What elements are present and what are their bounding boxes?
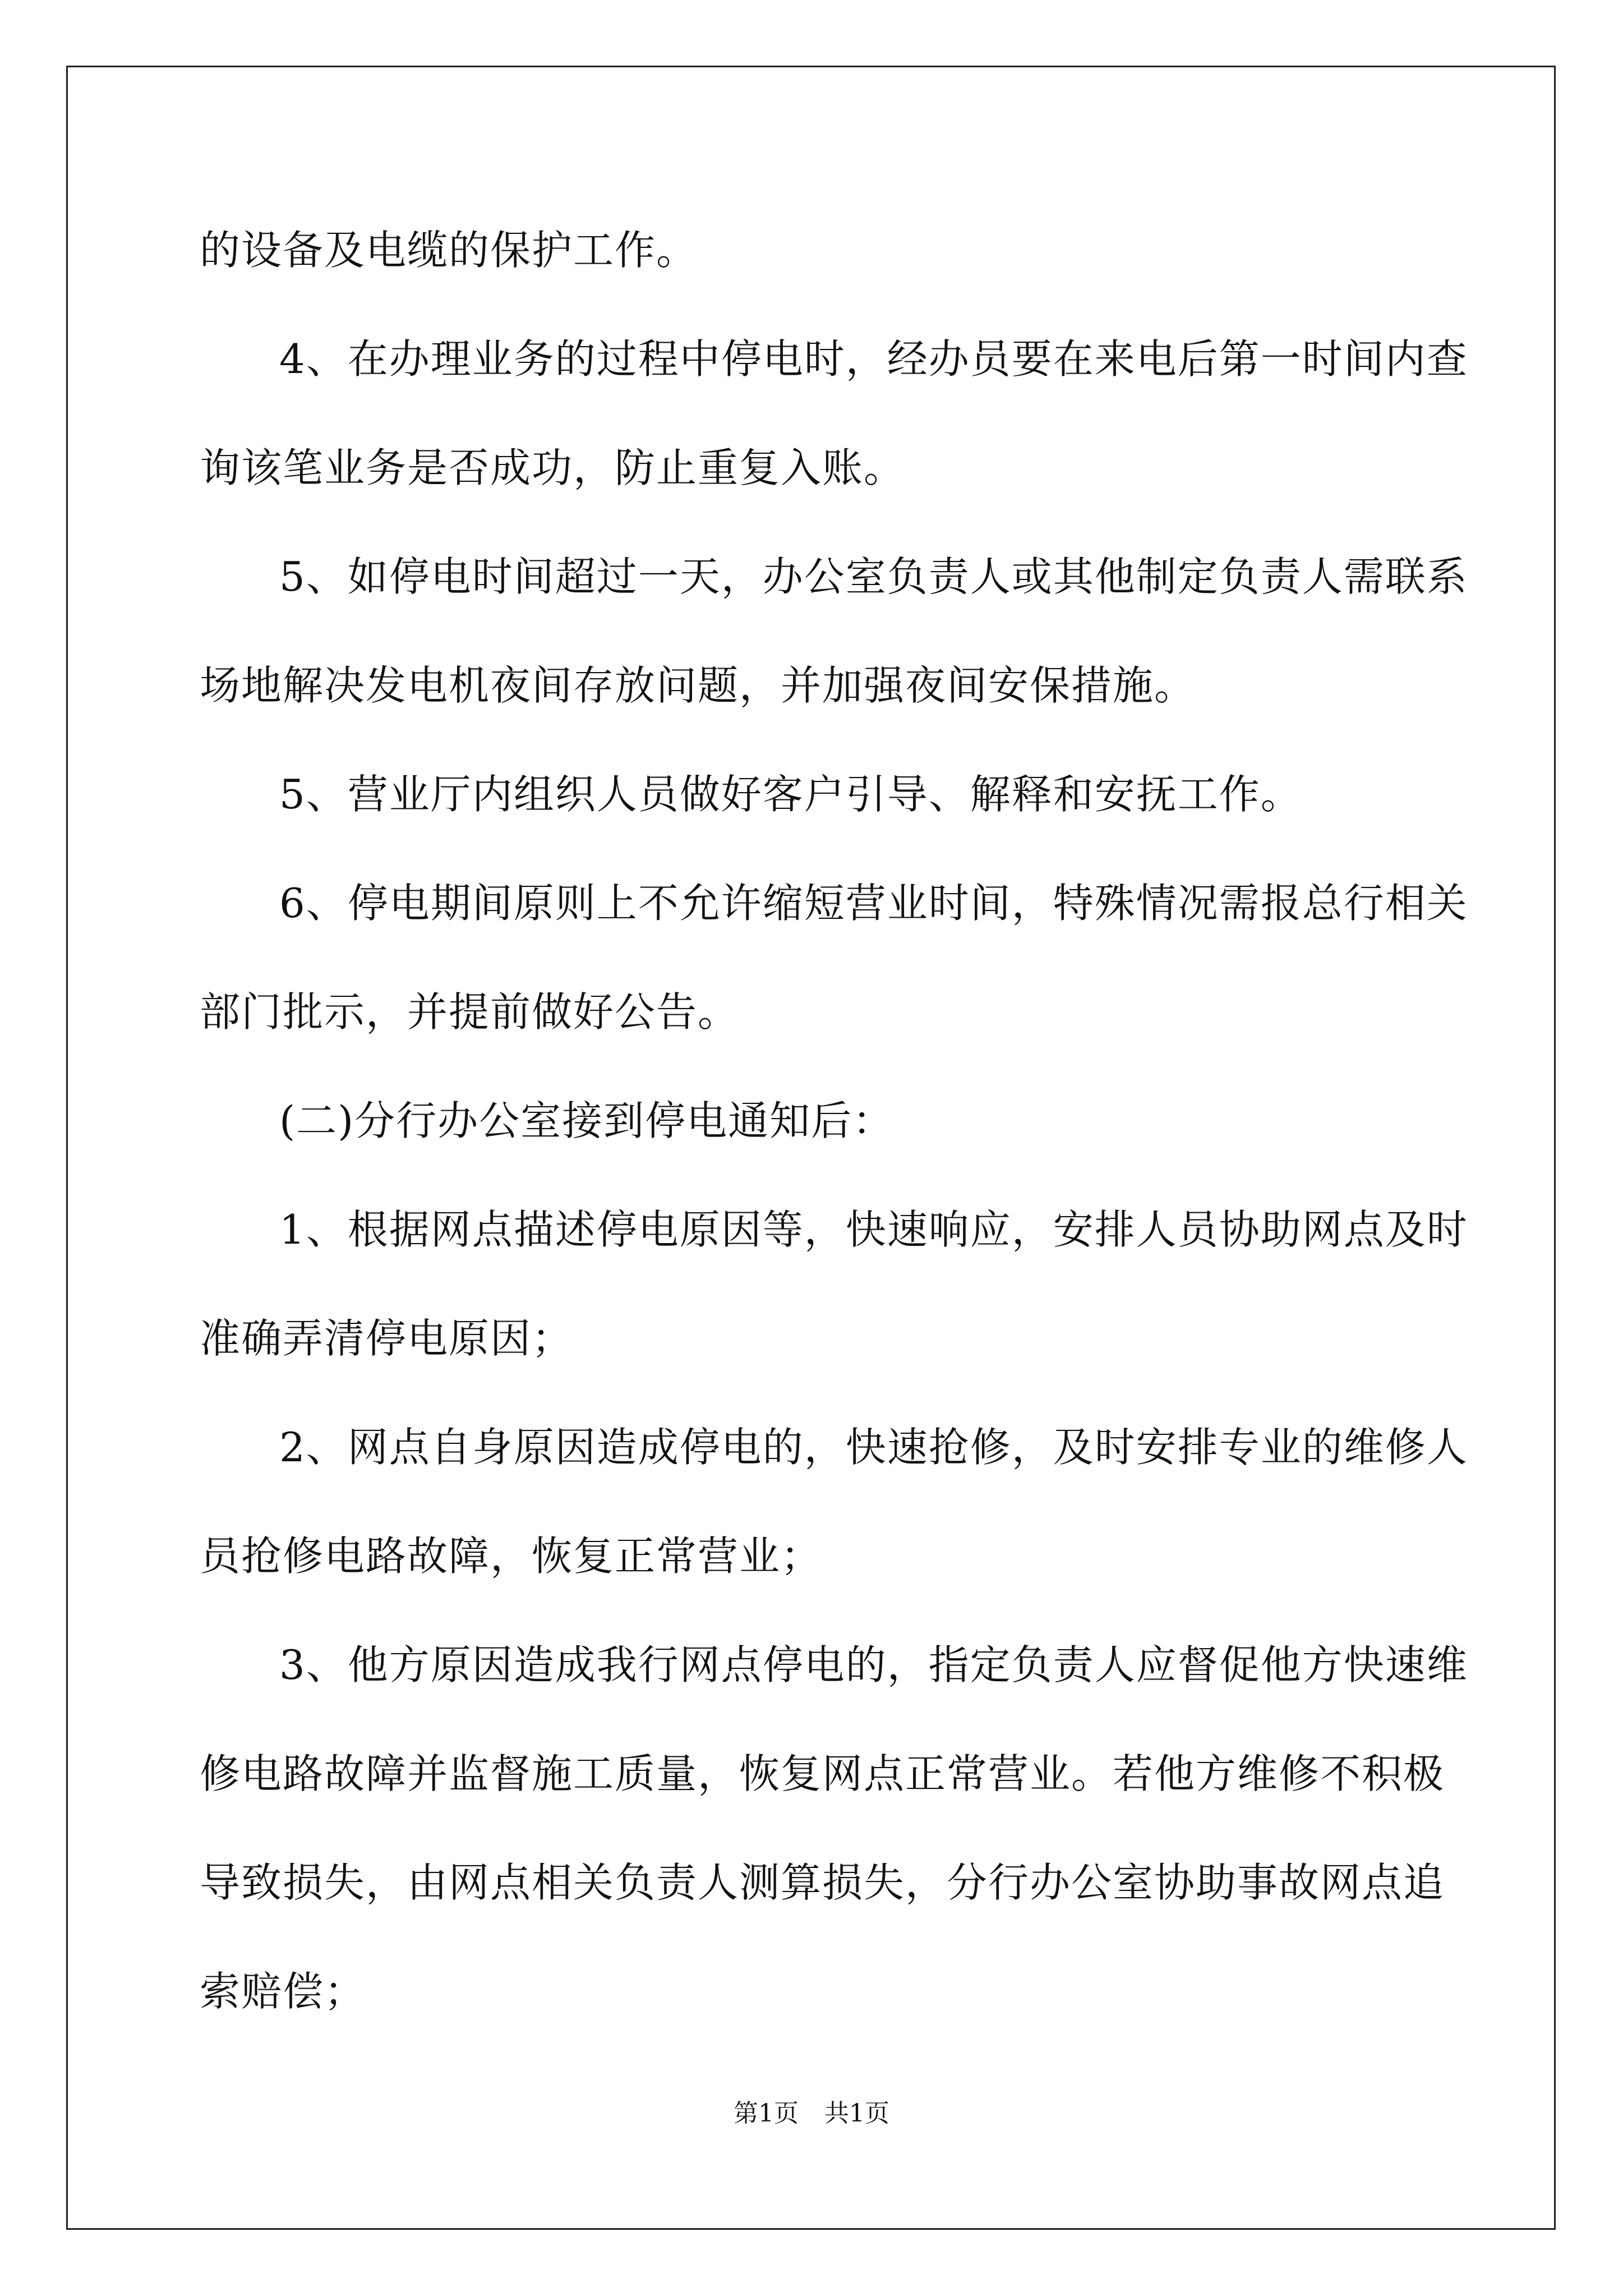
text-line: 询该笔业务是否成功，防止重复入账。 [200,444,906,491]
page-total: 共1页 [824,2099,889,2128]
text-line: 6、停电期间原则上不允许缩短营业时间，特殊情况需报总行相关 [279,880,1468,927]
text-line: 5、营业厅内组织人员做好客户引导、解释和安抚工作。 [279,771,1302,818]
text-line: 修电路故障并监督施工质量，恢复网点正常营业。若他方维修不积极 [200,1750,1445,1797]
text-line: 2、网点自身原因造成停电的，快速抢修，及时安排专业的维修人 [279,1424,1468,1471]
text-line: 索赔偿； [200,1968,366,2015]
text-line: 1、根据网点描述停电原因等，快速响应，安排人员协助网点及时 [279,1206,1468,1253]
page-footer [0,2098,1623,2129]
text-line: 准确弄清停电原因； [200,1315,574,1362]
text-line: 场地解决发电机夜间存放问题，并加强夜间安保措施。 [200,662,1196,709]
text-line: 部门批示，并提前做好公告。 [200,988,740,1036]
text-line: 3、他方原因造成我行网点停电的，指定负责人应督促他方快速维 [279,1641,1468,1688]
text-line: 5、如停电时间超过一天，办公室负责人或其他制定负责人需联系 [279,553,1468,600]
text-line: 员抢修电路故障，恢复正常营业； [200,1533,823,1580]
text-line: 的设备及电缆的保护工作。 [200,227,698,274]
page-number: 第1页 [734,2099,799,2128]
text-line: (二)分行办公室接到停电通知后： [279,1097,895,1144]
text-line: 导致损失，由网点相关负责人测算损失，分行办公室协助事故网点追 [200,1859,1445,1906]
text-line: 4、在办理业务的过程中停电时，经办员要在来电后第一时间内查 [279,335,1468,383]
